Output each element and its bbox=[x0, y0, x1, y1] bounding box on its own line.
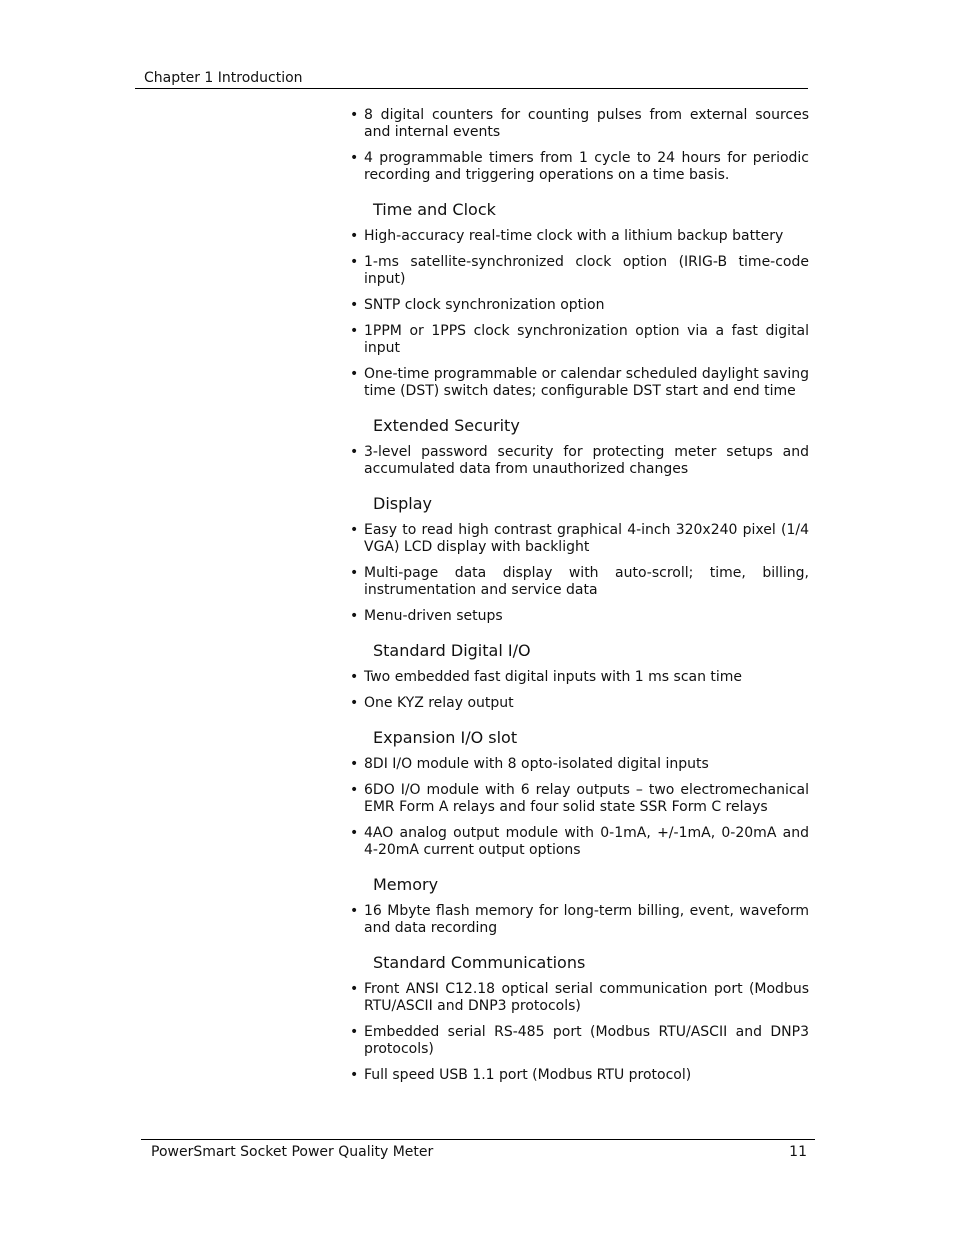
feature-section bbox=[350, 728, 809, 859]
list-item bbox=[350, 608, 809, 625]
bullet-icon: • bbox=[350, 228, 359, 244]
list-item bbox=[350, 1024, 809, 1058]
bullet-icon: • bbox=[350, 522, 359, 538]
list-item bbox=[350, 150, 809, 184]
list-item bbox=[350, 756, 809, 773]
bullet-icon: • bbox=[350, 366, 359, 382]
feature-section bbox=[350, 107, 809, 184]
list-item bbox=[350, 782, 809, 816]
feature-section bbox=[350, 953, 809, 1084]
footer-product-name: PowerSmart Socket Power Quality Meter bbox=[151, 1144, 434, 1160]
list-item-text: One-time programmable or calendar scheduled daylight saving time (DST) switch dates; configurable DST start and end time bbox=[364, 366, 809, 399]
list-item bbox=[350, 669, 809, 686]
list-item-text: 16 Mbyte flash memory for long-term billing, event, waveform and data recording bbox=[364, 903, 809, 936]
bullet-icon: • bbox=[350, 254, 359, 270]
bullet-icon: • bbox=[350, 782, 359, 798]
feature-section bbox=[350, 875, 809, 937]
bullet-list bbox=[350, 522, 809, 625]
chapter-title: Chapter 1 Introduction bbox=[144, 70, 303, 86]
bullet-icon: • bbox=[350, 297, 359, 313]
list-item bbox=[350, 444, 809, 478]
bullet-icon: • bbox=[350, 756, 359, 772]
feature-list bbox=[350, 107, 809, 1084]
section-heading: Expansion I/O slot bbox=[373, 728, 518, 747]
bullet-icon: • bbox=[350, 903, 359, 919]
list-item bbox=[350, 695, 809, 712]
section-heading: Time and Clock bbox=[373, 200, 496, 219]
bullet-list bbox=[350, 228, 809, 400]
list-item-text: 4AO analog output module with 0-1mA, +/-1mA, 0-20mA and 4-20mA current output options bbox=[364, 825, 809, 858]
list-item-text: 8 digital counters for counting pulses from external sources and internal events bbox=[364, 107, 809, 140]
list-item-text: 4 programmable timers from 1 cycle to 24 hours for periodic recording and triggering operations on a time basis. bbox=[364, 150, 809, 183]
list-item bbox=[350, 366, 809, 400]
section-heading: Standard Digital I/O bbox=[373, 641, 531, 660]
list-item-text: Multi-page data display with auto-scroll; time, billing, instrumentation and service data bbox=[364, 565, 809, 598]
bullet-icon: • bbox=[350, 695, 359, 711]
list-item-text: Full speed USB 1.1 port (Modbus RTU protocol) bbox=[364, 1067, 692, 1083]
list-item bbox=[350, 254, 809, 288]
list-item bbox=[350, 228, 809, 245]
bullet-icon: • bbox=[350, 565, 359, 581]
bullet-icon: • bbox=[350, 444, 359, 460]
bullet-list bbox=[350, 444, 809, 478]
list-item-text: Two embedded fast digital inputs with 1 ms scan time bbox=[364, 669, 743, 685]
feature-section bbox=[350, 200, 809, 400]
bullet-icon: • bbox=[350, 825, 359, 841]
bullet-icon: • bbox=[350, 981, 359, 997]
bullet-icon: • bbox=[350, 608, 359, 624]
bullet-list bbox=[350, 669, 809, 712]
list-item-text: 1-ms satellite-synchronized clock option (IRIG-B time-code input) bbox=[364, 254, 809, 287]
bullet-list bbox=[350, 756, 809, 859]
list-item-text: Menu-driven setups bbox=[364, 608, 503, 624]
list-item-text: One KYZ relay output bbox=[364, 695, 514, 711]
section-heading: Standard Communications bbox=[373, 953, 586, 972]
list-item-text: 3-level password security for protecting meter setups and accumulated data from unauthorized changes bbox=[364, 444, 809, 477]
list-item bbox=[350, 107, 809, 141]
list-item-text: 6DO I/O module with 6 relay outputs – two electromechanical EMR Form A relays and four solid state SSR Form C relays bbox=[364, 782, 809, 815]
list-item-text: Embedded serial RS-485 port (Modbus RTU/ASCII and DNP3 protocols) bbox=[364, 1024, 809, 1057]
section-heading: Display bbox=[373, 494, 432, 513]
feature-section bbox=[350, 494, 809, 625]
feature-section bbox=[350, 416, 809, 478]
page-number: 11 bbox=[789, 1144, 807, 1160]
section-heading: Extended Security bbox=[373, 416, 520, 435]
list-item bbox=[350, 522, 809, 556]
bullet-list bbox=[350, 107, 809, 184]
bullet-list bbox=[350, 903, 809, 937]
list-item-text: SNTP clock synchronization option bbox=[364, 297, 605, 313]
bullet-icon: • bbox=[350, 1067, 359, 1083]
list-item bbox=[350, 981, 809, 1015]
bullet-list bbox=[350, 981, 809, 1084]
bullet-icon: • bbox=[350, 323, 359, 339]
page-footer bbox=[141, 1139, 815, 1161]
list-item bbox=[350, 1067, 809, 1084]
page-header bbox=[135, 69, 808, 89]
list-item-text: Easy to read high contrast graphical 4-inch 320x240 pixel (1/4 VGA) LCD display with backlight bbox=[364, 522, 809, 555]
bullet-icon: • bbox=[350, 1024, 359, 1040]
list-item-text: High-accuracy real-time clock with a lithium backup battery bbox=[364, 228, 784, 244]
bullet-icon: • bbox=[350, 669, 359, 685]
list-item-text: Front ANSI C12.18 optical serial communication port (Modbus RTU/ASCII and DNP3 protocols) bbox=[364, 981, 809, 1014]
section-heading: Memory bbox=[373, 875, 439, 894]
list-item-text: 8DI I/O module with 8 opto-isolated digital inputs bbox=[364, 756, 709, 772]
list-item-text: 1PPM or 1PPS clock synchronization option via a fast digital input bbox=[364, 323, 809, 356]
feature-section bbox=[350, 641, 809, 712]
bullet-icon: • bbox=[350, 150, 359, 166]
bullet-icon: • bbox=[350, 107, 359, 123]
list-item bbox=[350, 565, 809, 599]
list-item bbox=[350, 825, 809, 859]
list-item bbox=[350, 903, 809, 937]
list-item bbox=[350, 323, 809, 357]
list-item bbox=[350, 297, 809, 314]
